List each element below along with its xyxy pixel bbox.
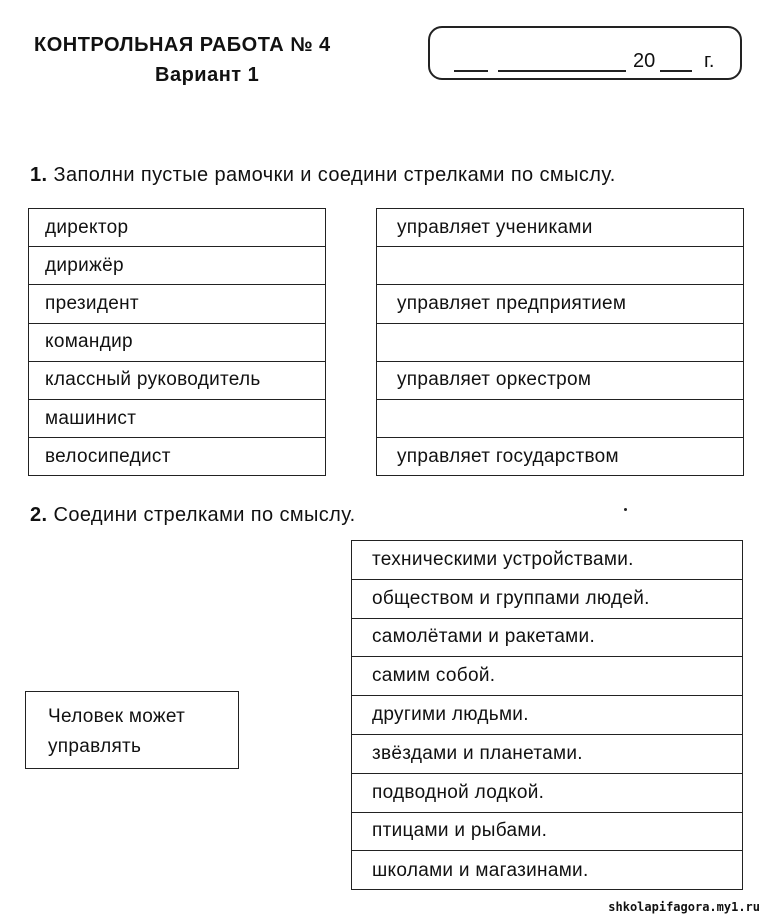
task2-option: обществом и группами людей. — [352, 580, 742, 619]
task1-right-blank[interactable] — [377, 400, 743, 438]
task1-left-item: классный руководитель — [29, 362, 325, 400]
stray-dot — [624, 508, 627, 511]
task2-subject-box: Человек может управлять — [25, 691, 239, 769]
task2-option: техническими устройствами. — [352, 541, 742, 580]
task2-options-table — [351, 540, 743, 890]
task2-number: 2. — [30, 504, 48, 526]
task2-text: Соедини стрелками по смыслу. — [53, 504, 356, 526]
task2-option: звёздами и планетами. — [352, 735, 742, 774]
task1-text: Заполни пустые рамочки и соедини стрелками по смыслу. — [53, 164, 616, 186]
task1-left-item: дирижёр — [29, 247, 325, 285]
date-year-blank[interactable] — [660, 52, 692, 72]
task2-option: птицами и рыбами. — [352, 813, 742, 852]
task1-left-item: командир — [29, 324, 325, 362]
worksheet-title: КОНТРОЛЬНАЯ РАБОТА № 4 — [34, 34, 331, 56]
task1-left-item: директор — [29, 209, 325, 247]
task1-right-blank[interactable] — [377, 247, 743, 285]
task2-option: подводной лодкой. — [352, 774, 742, 813]
site-watermark: shkolapifagora.my1.ru — [608, 900, 760, 914]
task2-instruction — [30, 504, 356, 527]
task1-right-blank[interactable] — [377, 324, 743, 362]
task1-right-table — [376, 208, 744, 476]
task1-number: 1. — [30, 164, 48, 186]
task1-right-item: управляет оркестром — [377, 362, 743, 400]
task1-right-item: управляет учениками — [377, 209, 743, 247]
date-suffix: г. — [704, 50, 715, 72]
task1-left-item: машинист — [29, 400, 325, 438]
task1-right-item: управляет предприятием — [377, 285, 743, 323]
date-month-blank[interactable] — [498, 52, 626, 72]
task1-left-table — [28, 208, 326, 476]
task1-left-item: велосипедист — [45, 446, 171, 468]
date-day-blank[interactable] — [454, 52, 488, 72]
task1-left-item: президент — [29, 285, 325, 323]
task1-instruction — [30, 164, 616, 187]
task1-right-item: управляет государством — [397, 446, 619, 468]
date-year-prefix: 20 — [633, 50, 656, 72]
task2-option: школами и магазинами. — [372, 859, 589, 881]
task2-option: другими людьми. — [352, 696, 742, 735]
date-box — [428, 26, 742, 80]
task2-option: самим собой. — [352, 657, 742, 696]
task2-option: самолётами и ракетами. — [352, 619, 742, 658]
variant-label: Вариант 1 — [155, 64, 260, 86]
